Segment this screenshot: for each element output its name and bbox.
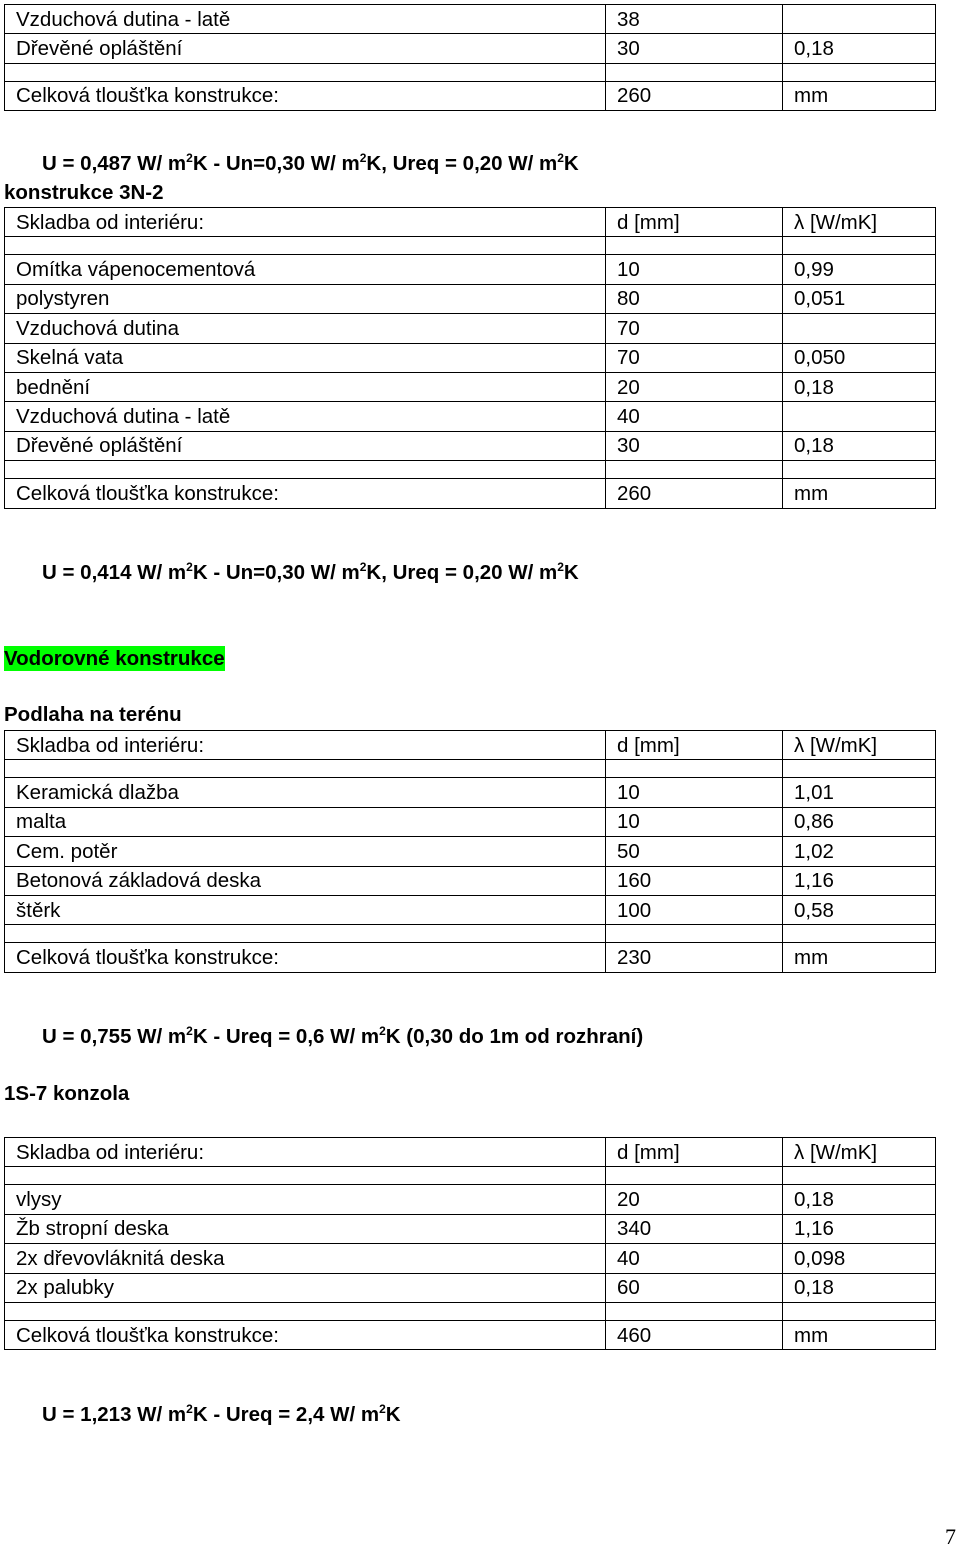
table-1s7 [4, 1137, 936, 1350]
table-row [5, 255, 936, 284]
table-cell [5, 1302, 606, 1320]
table-cell: 0,58 [783, 895, 936, 924]
table-row [5, 1320, 936, 1349]
table-row [5, 760, 936, 778]
table-row [5, 1273, 936, 1302]
table-cell: 40 [606, 1244, 783, 1273]
table-cell: Vzduchová dutina [5, 314, 606, 343]
table-row [5, 5, 936, 34]
table-cell [606, 1302, 783, 1320]
table-cell: 20 [606, 372, 783, 401]
table-cell: Celková tloušťka konstrukce: [5, 479, 606, 508]
table-cell: Cem. potěr [5, 837, 606, 866]
table-row [5, 1167, 936, 1185]
table-cell: 30 [606, 34, 783, 63]
table-cell: Dřevěné opláštění [5, 34, 606, 63]
u-value-3n1: U = 0,487 W/ $m^2K - Un=0,30$ W/ $m^2K$, Ureq = 0,20 W/ $m^2K$ [42, 151, 579, 175]
table-row [5, 1244, 936, 1273]
table-cell: mm [783, 81, 936, 110]
table-row [5, 81, 936, 110]
table-header-cell: λ [W/mK] [783, 208, 936, 237]
table-row [5, 1185, 936, 1214]
table-header-row [5, 208, 936, 237]
table-cell: Keramická dlažba [5, 778, 606, 807]
table-cell: 60 [606, 1273, 783, 1302]
table-row [5, 943, 936, 972]
table-cell [783, 63, 936, 81]
table-cell [5, 925, 606, 943]
table-row [5, 778, 936, 807]
table-cell [606, 760, 783, 778]
table-cell [783, 760, 936, 778]
table-cell: Celková tloušťka konstrukce: [5, 81, 606, 110]
table-cell [5, 461, 606, 479]
table-header-row [5, 731, 936, 760]
u-value-3n2: U = 0,414 W/ $m^2K - Un=0,30$ W/ $m^2K$, Ureq = 0,20 W/ $m^2K$ [42, 560, 579, 584]
table-row [5, 431, 936, 460]
table-cell [606, 461, 783, 479]
table-cell: malta [5, 807, 606, 836]
table-header-cell: Skladba od interiéru: [5, 208, 606, 237]
u-value-floor: U = 0,755 W/ $m^2K$ - Ureq = 0,6 W/ $m^2K$ (0,30 do 1m od rozhraní) [42, 1024, 644, 1048]
table-cell: 30 [606, 431, 783, 460]
table-cell [5, 1167, 606, 1185]
table-cell: 460 [606, 1320, 783, 1349]
table-cell: 70 [606, 343, 783, 372]
table-cell: polystyren [5, 284, 606, 313]
table-cell: 260 [606, 81, 783, 110]
table-row [5, 284, 936, 313]
table-cell: 80 [606, 284, 783, 313]
table-cell: 10 [606, 255, 783, 284]
construction-title-1s7: 1S-7 konzola [4, 1082, 130, 1105]
table-cell: Vzduchová dutina - latě [5, 5, 606, 34]
table-cell [606, 237, 783, 255]
table-header-cell: λ [W/mK] [783, 731, 936, 760]
u-value-1s7: U = 1,213 W/ $m^2K$ - Ureq = 2,4 W/ $m^2K$ [42, 1402, 401, 1426]
table-row [5, 866, 936, 895]
table-cell: Žb stropní deska [5, 1214, 606, 1243]
table-cell: 1,16 [783, 866, 936, 895]
table-cell: 10 [606, 807, 783, 836]
table-cell: Skelná vata [5, 343, 606, 372]
table-cell: mm [783, 479, 936, 508]
table-cell: 230 [606, 943, 783, 972]
table-cell: 0,18 [783, 34, 936, 63]
table-cell: 0,050 [783, 343, 936, 372]
table-cell [783, 1302, 936, 1320]
table-row [5, 372, 936, 401]
table-cell: Celková tloušťka konstrukce: [5, 1320, 606, 1349]
table-cell [783, 925, 936, 943]
table-cell: 1,16 [783, 1214, 936, 1243]
table-cell: 0,99 [783, 255, 936, 284]
table-cell: 0,18 [783, 1273, 936, 1302]
table-cell: štěrk [5, 895, 606, 924]
table-row [5, 1302, 936, 1320]
table-cell [783, 1167, 936, 1185]
table-row [5, 237, 936, 255]
table-row [5, 63, 936, 81]
table-cell: 100 [606, 895, 783, 924]
table-cell [783, 402, 936, 431]
table-row [5, 479, 936, 508]
table-cell: Omítka vápenocementová [5, 255, 606, 284]
table-cell: 0,051 [783, 284, 936, 313]
table-cell [783, 461, 936, 479]
table-row [5, 1214, 936, 1243]
table-cell: 2x palubky [5, 1273, 606, 1302]
table-cell: 0,098 [783, 1244, 936, 1273]
table-cell: 38 [606, 5, 783, 34]
table-floor [4, 730, 936, 973]
table-cell: 0,18 [783, 372, 936, 401]
table-cell: 50 [606, 837, 783, 866]
table-cell [606, 1167, 783, 1185]
table-cell: 1,02 [783, 837, 936, 866]
table-header-cell: d [mm] [606, 1138, 783, 1167]
table-cell: vlysy [5, 1185, 606, 1214]
table-row [5, 807, 936, 836]
table-cell: Betonová základová deska [5, 866, 606, 895]
table-row [5, 461, 936, 479]
table-header-cell: Skladba od interiéru: [5, 731, 606, 760]
table-cell: mm [783, 943, 936, 972]
table-cell [606, 63, 783, 81]
table-cell: 2x dřevovláknitá deska [5, 1244, 606, 1273]
table-cell: 0,18 [783, 431, 936, 460]
table-row [5, 895, 936, 924]
table-cell [5, 63, 606, 81]
table-3n2 [4, 207, 936, 509]
table-cell [5, 760, 606, 778]
table-cell: 70 [606, 314, 783, 343]
table-cell [783, 237, 936, 255]
table-cell [783, 314, 936, 343]
table-row [5, 343, 936, 372]
construction-title-floor: Podlaha na terénu [4, 703, 182, 726]
table-cell [606, 925, 783, 943]
table-header-cell: d [mm] [606, 208, 783, 237]
table-row [5, 314, 936, 343]
table-cell: bednění [5, 372, 606, 401]
highlighted-section-title: Vodorovné konstrukce [4, 647, 225, 670]
table-row [5, 34, 936, 63]
table-cell: 40 [606, 402, 783, 431]
table-cell [783, 5, 936, 34]
table-header-cell: Skladba od interiéru: [5, 1138, 606, 1167]
table-cell: 260 [606, 479, 783, 508]
table-row [5, 837, 936, 866]
table-continuation [4, 4, 936, 111]
table-cell: mm [783, 1320, 936, 1349]
table-header-cell: λ [W/mK] [783, 1138, 936, 1167]
table-cell: Celková tloušťka konstrukce: [5, 943, 606, 972]
table-header-row [5, 1138, 936, 1167]
table-cell: 10 [606, 778, 783, 807]
table-row [5, 925, 936, 943]
table-cell: 20 [606, 1185, 783, 1214]
table-cell: 340 [606, 1214, 783, 1243]
table-cell: 0,86 [783, 807, 936, 836]
table-cell: 160 [606, 866, 783, 895]
table-cell: Vzduchová dutina - latě [5, 402, 606, 431]
construction-title-3n2: konstrukce 3N-2 [4, 181, 164, 204]
table-row [5, 402, 936, 431]
section-heading-horizontal [4, 647, 225, 671]
table-header-cell: d [mm] [606, 731, 783, 760]
page-number: 7 [945, 1524, 956, 1549]
table-cell: 1,01 [783, 778, 936, 807]
table-cell [5, 237, 606, 255]
table-cell: 0,18 [783, 1185, 936, 1214]
table-cell: Dřevěné opláštění [5, 431, 606, 460]
